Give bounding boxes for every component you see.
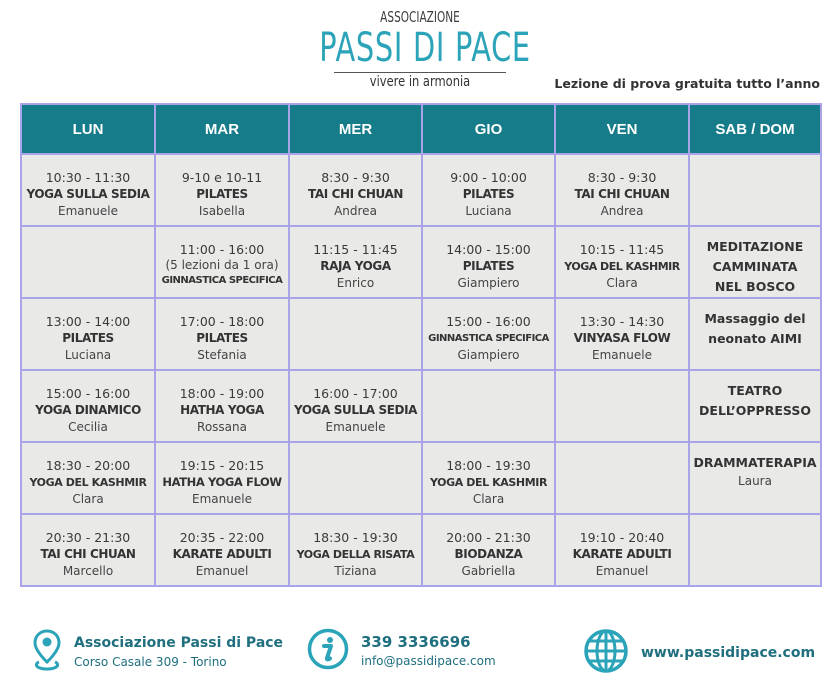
schedule-row xyxy=(21,514,821,586)
footer-phone[interactable]: 339 3336696 xyxy=(361,633,471,651)
class-note: (5 lezioni da 1 ora) xyxy=(165,258,279,272)
class-teacher: Cecilia xyxy=(68,420,108,434)
class-activity: PILATES xyxy=(62,331,114,345)
class-activity: YOGA DEL KASHMIR xyxy=(29,476,147,489)
class-cell xyxy=(289,370,422,442)
class-teacher: Emanuele xyxy=(592,348,652,362)
class-time: 13:30 - 14:30 xyxy=(579,314,665,329)
class-teacher: Luciana xyxy=(465,204,512,218)
class-cell xyxy=(422,226,555,298)
class-time: 14:00 - 15:00 xyxy=(446,242,531,257)
footer-website xyxy=(583,628,815,678)
class-cell xyxy=(155,298,289,370)
class-time: 18:00 - 19:00 xyxy=(179,386,265,401)
class-teacher: Enrico xyxy=(336,276,375,290)
class-activity: GINNASTICA SPECIFICA xyxy=(428,333,549,344)
empty-cell xyxy=(689,154,821,226)
class-teacher: Tiziana xyxy=(334,564,377,578)
class-teacher: Gabriella xyxy=(461,564,516,578)
class-teacher: Andrea xyxy=(600,204,644,218)
class-time: 15:00 - 16:00 xyxy=(45,386,131,401)
special-event-line: CAMMINATA xyxy=(712,259,798,274)
day-header-row xyxy=(21,104,821,154)
class-cell xyxy=(289,514,422,586)
empty-cell xyxy=(21,226,155,298)
class-activity: PILATES xyxy=(462,187,515,201)
class-teacher: Giampiero xyxy=(457,276,520,290)
empty-cell xyxy=(289,442,422,514)
class-activity: YOGA DEL KASHMIR xyxy=(564,260,680,273)
class-activity: PILATES xyxy=(196,331,248,345)
class-cell xyxy=(155,370,289,442)
class-activity: TAI CHI CHUAN xyxy=(574,187,670,201)
class-cell xyxy=(555,226,689,298)
globe-icon xyxy=(583,628,629,678)
class-activity: HATHA YOGA FLOW xyxy=(162,475,282,489)
class-teacher: Isabella xyxy=(198,204,246,218)
class-time: 17:00 - 18:00 xyxy=(179,314,265,329)
special-event-line: NEL BOSCO xyxy=(714,279,796,294)
footer-association-name: Associazione Passi di Pace xyxy=(74,635,284,651)
class-activity: YOGA DINAMICO xyxy=(35,403,141,417)
special-event-cell xyxy=(689,370,821,442)
class-teacher: Emanuel xyxy=(195,564,249,578)
class-time: 18:00 - 19:30 xyxy=(446,458,531,473)
class-teacher: Clara xyxy=(606,276,638,290)
class-teacher: Giampiero xyxy=(457,348,520,362)
class-time: 8:30 - 9:30 xyxy=(587,170,657,185)
class-activity: KARATE ADULTI xyxy=(172,547,272,561)
class-cell xyxy=(155,514,289,586)
class-teacher: Stefania xyxy=(197,348,247,362)
class-cell xyxy=(155,442,289,514)
class-activity: YOGA DEL KASHMIR xyxy=(429,476,548,489)
location-pin-icon xyxy=(32,628,62,676)
schedule-row xyxy=(21,226,821,298)
weekly-schedule-table xyxy=(20,103,822,587)
class-cell xyxy=(21,370,155,442)
class-teacher: Rossana xyxy=(197,420,247,434)
class-cell xyxy=(555,514,689,586)
class-time: 10:15 - 11:45 xyxy=(579,242,665,257)
footer-address xyxy=(32,628,283,676)
free-trial-notice: Lezione di prova gratuita tutto l’anno xyxy=(554,76,820,91)
class-cell xyxy=(21,442,155,514)
class-teacher: Emanuel xyxy=(595,564,649,578)
special-event-line: DRAMMATERAPIA xyxy=(693,455,817,470)
footer-email[interactable]: info@passidipace.com xyxy=(361,654,496,668)
logo-name: PASSI DI PACE xyxy=(319,25,531,71)
class-cell xyxy=(422,514,555,586)
class-cell xyxy=(422,154,555,226)
empty-cell xyxy=(422,370,555,442)
footer-website-link[interactable]: www.passidipace.com xyxy=(641,645,816,661)
special-event-cell xyxy=(689,226,821,298)
class-cell xyxy=(155,154,289,226)
logo-tagline: vivere in armonia xyxy=(369,74,471,90)
class-cell xyxy=(555,154,689,226)
schedule-row xyxy=(21,298,821,370)
class-teacher: Emanuele xyxy=(58,204,118,218)
footer-address-line: Corso Casale 309 - Torino xyxy=(74,655,227,669)
class-time: 11:15 - 11:45 xyxy=(313,242,398,257)
schedule-row xyxy=(21,370,821,442)
class-teacher: Emanuele xyxy=(192,492,252,506)
day-header-fri: VEN xyxy=(555,104,689,154)
class-time: 19:15 - 20:15 xyxy=(179,458,265,473)
special-event-cell xyxy=(689,298,821,370)
class-activity: RAJA YOGA xyxy=(320,259,391,273)
class-cell xyxy=(289,226,422,298)
empty-cell xyxy=(289,298,422,370)
empty-cell xyxy=(555,370,689,442)
class-time: 15:00 - 16:00 xyxy=(446,314,531,329)
class-cell xyxy=(21,298,155,370)
class-activity: VINYASA FLOW xyxy=(573,331,671,345)
class-time: 20:00 - 21:30 xyxy=(446,530,531,545)
special-event-teacher: Laura xyxy=(738,474,772,488)
class-activity: HATHA YOGA xyxy=(180,403,264,417)
special-event-cell xyxy=(689,442,821,514)
class-cell xyxy=(422,442,555,514)
class-time: 18:30 - 20:00 xyxy=(45,458,131,473)
class-time: 13:00 - 14:00 xyxy=(45,314,131,329)
class-cell xyxy=(155,226,289,298)
class-time: 9-10 e 10-11 xyxy=(181,170,263,185)
day-header-thu: GIO xyxy=(422,104,555,154)
class-cell xyxy=(21,514,155,586)
class-cell xyxy=(555,298,689,370)
special-event-line: neonato AIMI xyxy=(708,331,802,346)
special-event-line: Massaggio del xyxy=(704,311,806,326)
class-time: 10:30 - 11:30 xyxy=(45,170,131,185)
class-activity: KARATE ADULTI xyxy=(572,547,672,561)
day-header-weekend: SAB / DOM xyxy=(689,104,821,154)
schedule-row xyxy=(21,154,821,226)
class-cell xyxy=(289,154,422,226)
class-time: 20:35 - 22:00 xyxy=(179,530,265,545)
empty-cell xyxy=(555,442,689,514)
class-time: 20:30 - 21:30 xyxy=(45,530,131,545)
association-logo xyxy=(319,8,531,91)
class-teacher: Clara xyxy=(72,492,104,506)
empty-cell xyxy=(689,514,821,586)
class-cell xyxy=(21,154,155,226)
class-teacher: Luciana xyxy=(64,348,112,362)
class-teacher: Andrea xyxy=(334,204,377,218)
class-time: 9:00 - 10:00 xyxy=(450,170,527,185)
class-activity: BIODANZA xyxy=(454,547,523,561)
class-activity: GINNASTICA SPECIFICA xyxy=(161,275,283,286)
class-activity: YOGA SULLA SEDIA xyxy=(293,403,418,417)
schedule-row xyxy=(21,442,821,514)
class-activity: TAI CHI CHUAN xyxy=(40,547,136,561)
footer-contact xyxy=(307,628,496,674)
class-activity: PILATES xyxy=(196,187,248,201)
class-teacher: Clara xyxy=(472,492,505,506)
class-teacher: Marcello xyxy=(62,564,114,578)
day-header-mon: LUN xyxy=(21,104,155,154)
class-time: 8:30 - 9:30 xyxy=(321,170,390,185)
day-header-tue: MAR xyxy=(155,104,289,154)
special-event-line: DELL’OPPRESSO xyxy=(699,403,811,418)
class-activity: YOGA SULLA SEDIA xyxy=(26,187,150,201)
logo-association-label: ASSOCIAZIONE xyxy=(380,8,460,26)
class-time: 11:00 - 16:00 xyxy=(179,242,265,257)
class-time: 16:00 - 17:00 xyxy=(313,386,398,401)
info-icon xyxy=(307,628,349,674)
class-teacher: Emanuele xyxy=(325,420,386,434)
class-activity: TAI CHI CHUAN xyxy=(307,187,404,201)
class-activity: PILATES xyxy=(462,259,515,273)
special-event-line: MEDITAZIONE xyxy=(706,239,804,254)
class-activity: YOGA DELLA RISATA xyxy=(296,548,415,561)
class-time: 18:30 - 19:30 xyxy=(313,530,398,545)
class-cell xyxy=(422,298,555,370)
class-time: 19:10 - 20:40 xyxy=(579,530,665,545)
special-event-line: TEATRO xyxy=(727,383,783,398)
day-header-wed: MER xyxy=(289,104,422,154)
